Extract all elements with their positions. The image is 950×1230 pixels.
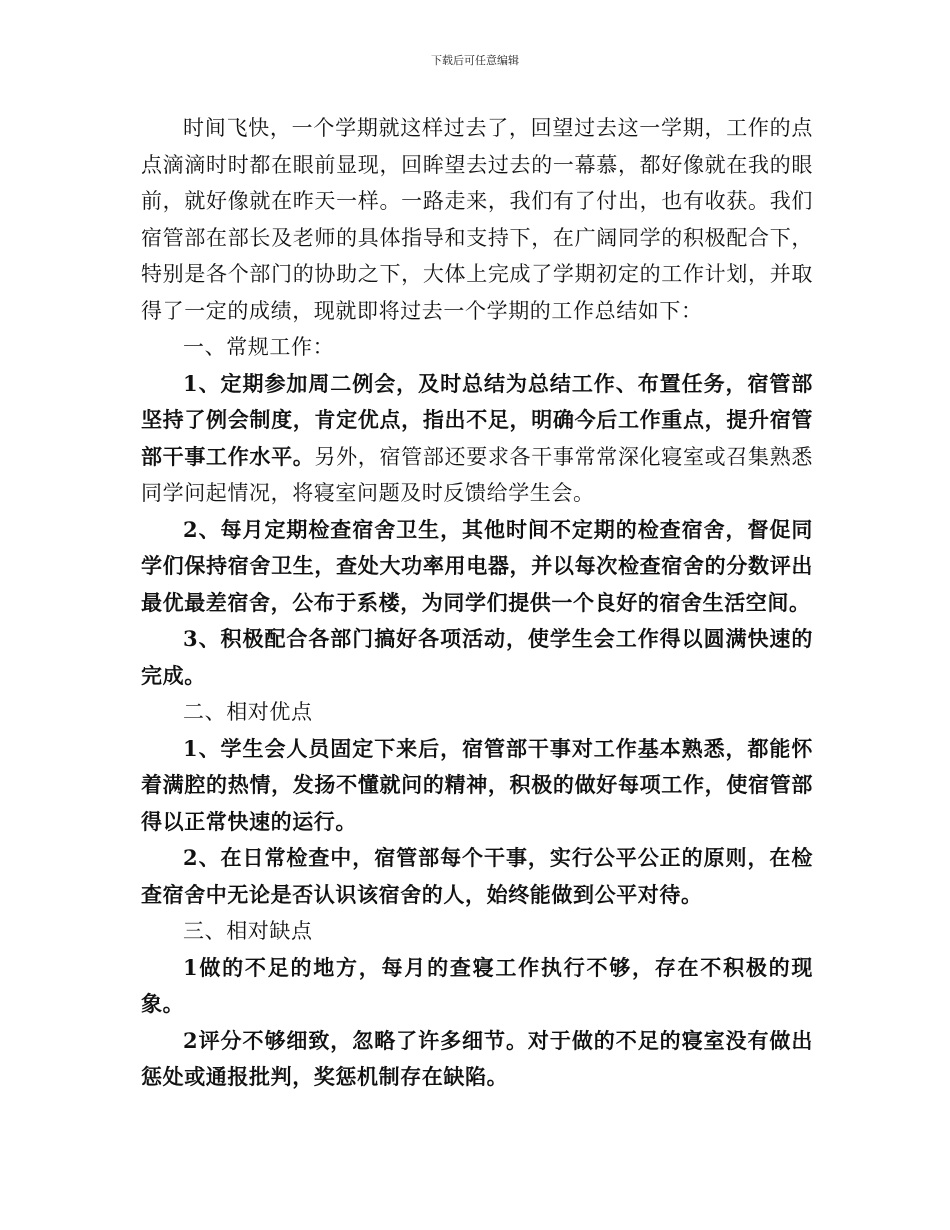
intro-paragraph: 时间飞快，一个学期就这样过去了，回望过去这一学期，工作的点点滴滴时时都在眼前显现，回眸望去过去的一幕慕，都好像就在我的眼前，就好像就在昨天一样。一路走来，我们有了付出，也有收获。我们宿管部在部长及老师的具体指导和支持下，在广阔同学的积极配合下，特别是各个部门的协助之下，大体上完成了学期初定的工作计划，并取得了一定的成绩，现就即将过去一个学期的工作总结如下： — [141, 116, 813, 323]
section-heading-advantages: 二、相对优点 — [183, 700, 313, 724]
routine-item-1 — [141, 366, 813, 512]
page-header: 下载后可任意编辑 — [431, 54, 519, 67]
routine-item-2: 2、每月定期检查宿舍卫生，其他时间不定期的检查宿舍，督促同学们保持宿舍卫生，查处大功率用电器，并以每次检查宿舍的分数评出最优最差宿舍，公布于系楼，为同学们提供一个良好的宿舍生活空间。 — [141, 516, 813, 615]
section-heading-disadvantages: 三、相对缺点 — [183, 919, 313, 943]
section-heading-routine-work: 一、常规工作： — [183, 335, 335, 359]
disadvantage-item-2: 2评分不够细致，忽略了许多细节。对于做的不足的寝室没有做出惩处或通报批判，奖惩机制存在缺陷。 — [141, 1027, 813, 1089]
routine-item-1-bold-text: 1、定期参加周二例会，及时总结为总结工作、布置任务，宿管部坚持了例会制度，肯定优点，指出不足，明确今后工作重点，提升宿管部干事工作水平。 — [141, 370, 813, 469]
advantage-item-2: 2、在日常检查中，宿管部每个干事，实行公平公正的原则，在检查宿舍中无论是否认识该宿舍的人，始终能做到公平对待。 — [141, 845, 813, 907]
disadvantage-item-1: 1做的不足的地方，每月的查寝工作执行不够，存在不积极的现象。 — [141, 954, 813, 1016]
document-body — [141, 110, 813, 1096]
routine-item-1-rest-text: 另外，宿管部还要求各干事常常深化寝室或召集熟悉同学问起情况，将寝室问题及时反馈给学生会。 — [141, 444, 813, 505]
routine-item-3: 3、积极配合各部门搞好各项活动，使学生会工作得以圆满快速的完成。 — [141, 626, 813, 688]
advantage-item-1: 1、学生会人员固定下来后，宿管部干事对工作基本熟悉，都能怀着满腔的热情，发扬不懂就问的精神，积极的做好每项工作，使宿管部得以正常快速的运行。 — [141, 735, 813, 834]
